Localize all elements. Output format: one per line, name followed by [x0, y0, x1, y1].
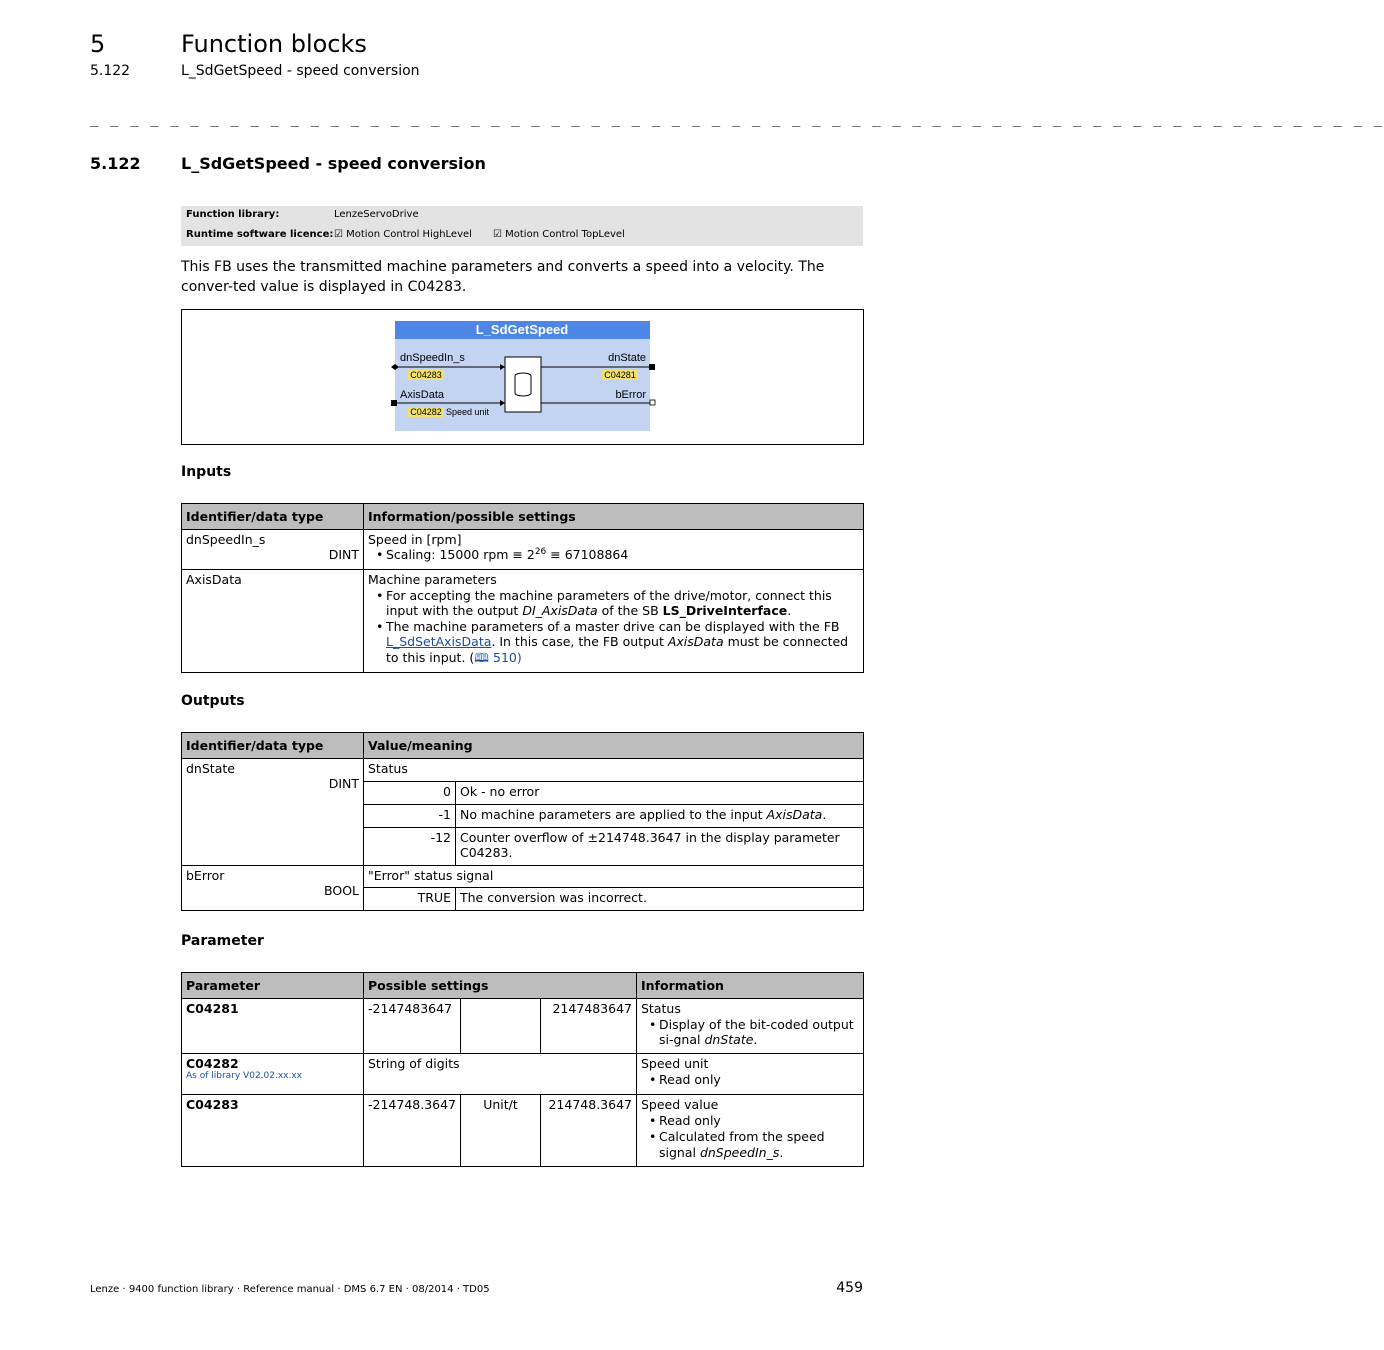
output-1-connector: [649, 364, 655, 370]
output-identifier: bError: [186, 868, 225, 883]
scaling-bullet: • Scaling: 15000 rpm ≡ $2^{26} \equiv 67108864$: [368, 547, 859, 562]
licence-label: Runtime software licence:: [186, 229, 334, 240]
param-info: Status: [641, 1001, 681, 1016]
page-reference-link[interactable]: 🕮 510): [474, 649, 522, 665]
output-1-label: dnState: [608, 352, 646, 364]
input-2-label: AxisData: [400, 389, 445, 401]
inputs-table: [181, 503, 864, 673]
value-cell: -12: [364, 828, 456, 866]
library-version-link[interactable]: As of library V02.02.xx.xx: [186, 1071, 303, 1081]
outputs-col-identifier: Identifier/data type: [182, 733, 364, 759]
output-datatype: BOOL: [324, 883, 359, 898]
value-cell: -1: [364, 805, 456, 828]
value-cell: TRUE: [364, 888, 456, 911]
l-sdsetaxisdata-link[interactable]: L_SdSetAxisData: [386, 634, 492, 649]
input-2-unit: Speed unit: [446, 407, 490, 417]
database-icon: [515, 373, 531, 396]
meaning-cell: Ok - no error: [456, 782, 864, 805]
library-info-box: [181, 206, 863, 246]
input-info: Machine parameters: [368, 572, 497, 587]
input-identifier: dnSpeedIn_s: [186, 532, 266, 547]
inputs-col-info: Information/possible settings: [364, 504, 864, 530]
param-info-bullet: • Read only: [641, 1113, 859, 1129]
param-name: C04282: [186, 1056, 239, 1071]
output-description: Status: [364, 759, 864, 782]
header-separator: _ _ _ _ _ _ _ _ _ _ _ _ _ _ _ _ _ _ _ _ _ _ _ _ _ _ _ _ _ _ _ _ _ _ _ _ _ _ _ _ _ _ _ _ _ _ _ _ _ _ _ _ _ _ _ _ _ _ _ _ _ _ _ _ _: [90, 111, 1384, 127]
param-min: -2147483647: [364, 999, 461, 1054]
diagram-frame: [181, 309, 864, 445]
param-info-bullet: • Display of the bit-coded output si-gnal dnState.: [641, 1017, 859, 1048]
outputs-table: [181, 732, 864, 911]
param-info: Speed value: [641, 1097, 719, 1112]
param-unit: [461, 999, 541, 1054]
subsection-title: L_SdGetSpeed - speed conversion: [181, 63, 420, 79]
section-number: 5.122: [90, 154, 141, 173]
inputs-col-identifier: Identifier/data type: [182, 504, 364, 530]
input-identifier: AxisData: [186, 572, 242, 587]
param-max: 2147483647: [541, 999, 637, 1054]
function-block-diagram: [182, 310, 863, 444]
parameter-header-row: [182, 973, 864, 999]
outputs-header-row: [182, 733, 864, 759]
table-row: [182, 530, 864, 570]
output-identifier: dnState: [186, 761, 235, 776]
outputs-col-value: Value/meaning: [364, 733, 864, 759]
param-min: -214748.3647: [364, 1095, 461, 1167]
library-value: LenzeServoDrive: [334, 209, 419, 220]
footer-text: Lenze · 9400 function library · Reference manual · DMS 6.7 EN · 08/2014 · TD05: [90, 1284, 490, 1295]
param-name: C04281: [182, 999, 364, 1054]
param-setting: String of digits: [364, 1054, 637, 1095]
table-row: [182, 759, 864, 782]
param-col-info: Information: [637, 973, 864, 999]
inputs-heading: Inputs: [181, 464, 232, 480]
input-1-code: C04283: [410, 370, 442, 380]
input-1-label: dnSpeedIn_s: [400, 352, 465, 364]
table-row: [182, 1095, 864, 1167]
inputs-header-row: [182, 504, 864, 530]
licence-toplevel: ☑ Motion Control TopLevel: [493, 229, 625, 240]
chapter-title: Function blocks: [181, 30, 367, 58]
meaning-cell: No machine parameters are applied to the input AxisData.: [456, 805, 864, 828]
meaning-cell: The conversion was incorrect.: [456, 888, 864, 911]
library-label: Function library:: [186, 209, 280, 220]
axisdata-bullet-1: • For accepting the machine parameters of the drive/motor, connect this input with the output DI_AxisData of the SB LS_DriveInterface.: [368, 588, 859, 619]
section-title: L_SdGetSpeed - speed conversion: [181, 154, 486, 173]
output-datatype: DINT: [328, 776, 359, 791]
output-2-label: bError: [615, 389, 646, 401]
table-row: [182, 999, 864, 1054]
block-title: L_SdGetSpeed: [475, 322, 569, 337]
parameter-table: [181, 972, 864, 1167]
licence-highlevel: ☑ Motion Control HighLevel: [334, 229, 472, 240]
intro-paragraph: This FB uses the transmitted machine parameters and converts a speed into a velocity. The conver-ted value is displayed in C04283.: [181, 259, 825, 295]
param-info: Speed unit: [641, 1056, 709, 1071]
table-row: [182, 866, 864, 888]
value-cell: 0: [364, 782, 456, 805]
page-number: 459: [836, 1280, 863, 1296]
chapter-number: 5: [90, 30, 106, 58]
input-info: Speed in [rpm]: [368, 532, 462, 547]
param-info-bullet: • Calculated from the speed signal dnSpeedIn_s.: [641, 1129, 859, 1161]
output-2-connector: [650, 400, 655, 405]
output-description: "Error" status signal: [364, 866, 864, 888]
outputs-heading: Outputs: [181, 693, 245, 709]
param-unit: Unit/t: [461, 1095, 541, 1167]
meaning-cell: Counter overflow of ±214748.3647 in the display parameter C04283.: [456, 828, 864, 866]
parameter-heading: Parameter: [181, 933, 264, 949]
input-2-code: C04282: [410, 407, 442, 417]
subsection-number: 5.122: [90, 63, 131, 79]
param-col-settings: Possible settings: [364, 973, 637, 999]
axisdata-bullet-2: • The machine parameters of a master drive can be displayed with the FB L_SdSetAxisData. In this case, the FB output AxisData must be connected to this input. (🕮 510): [368, 619, 859, 666]
param-col-parameter: Parameter: [182, 973, 364, 999]
output-1-code: C04281: [604, 370, 636, 380]
param-name: C04283: [182, 1095, 364, 1167]
input-2-connector: [391, 400, 397, 406]
input-datatype: DINT: [328, 547, 359, 562]
table-row: [182, 1054, 864, 1095]
param-max: 214748.3647: [541, 1095, 637, 1167]
table-row: [182, 570, 864, 673]
param-info-bullet: • Read only: [641, 1072, 859, 1088]
